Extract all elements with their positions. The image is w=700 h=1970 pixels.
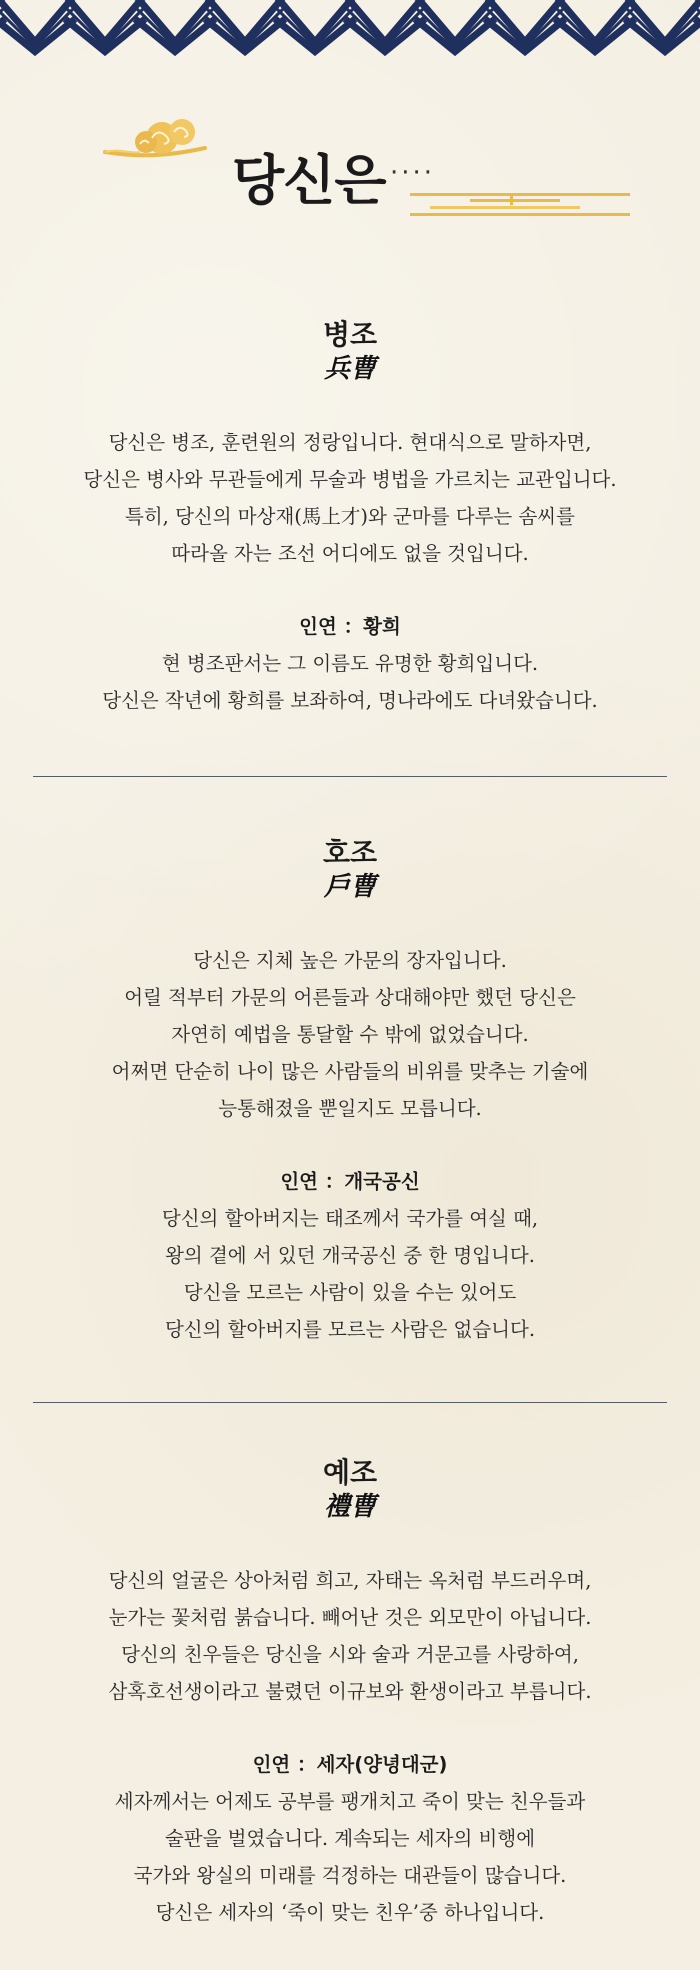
body-line: 특히, 당신의 마상재(馬上才)와 군마를 다루는 솜씨를 <box>125 505 575 528</box>
body-line: 삼혹호선생이라고 불렸던 이규보와 환생이라고 부릅니다. <box>108 1680 592 1703</box>
relation-separator: ： <box>343 615 364 638</box>
relation-line: 세자께서는 어제도 공부를 팽개치고 죽이 맞는 친우들과 <box>114 1790 586 1813</box>
section-divider <box>33 1402 667 1403</box>
body-line: 능통해졌을 뿐일지도 모릅니다. <box>218 1097 482 1120</box>
relation-line: 국가와 왕실의 미래를 걱정하는 대관들이 많습니다. <box>133 1864 567 1887</box>
header <box>0 110 700 250</box>
relation-line: 왕의 곁에 서 있던 개국공신 중 한 명입니다. <box>165 1244 535 1267</box>
relation-line: 당신을 모르는 사람이 있을 수는 있어도 <box>183 1281 517 1304</box>
relation-body <box>0 1783 700 1931</box>
section-hanja: 兵曹 <box>323 354 376 384</box>
body-line: 당신은 지체 높은 가문의 장자입니다. <box>193 949 507 972</box>
relation-label: 인연 <box>280 1170 318 1193</box>
relation-line: 당신은 작년에 황희를 보좌하여, 명나라에도 다녀왔습니다. <box>102 689 598 712</box>
relation-heading <box>0 1746 700 1783</box>
relation-line: 당신은 세자의 ‘죽이 맞는 친우’중 하나입니다. <box>155 1901 545 1924</box>
section-divider <box>33 776 667 777</box>
relation-body <box>0 1200 700 1348</box>
body-line: 따라올 자는 조선 어디에도 없을 것입니다. <box>171 542 529 565</box>
relation-line: 현 병조판서는 그 이름도 유명한 황희입니다. <box>161 652 539 675</box>
relation-label: 인연 <box>299 615 337 638</box>
section-body <box>0 1562 700 1710</box>
body-line: 어쩌면 단순히 나이 많은 사람들의 비위를 맞추는 기술에 <box>111 1060 589 1083</box>
relation-name: 세자(양녕대군) <box>316 1753 448 1776</box>
section-title: 예조 <box>322 1456 378 1489</box>
section-title: 병조 <box>322 318 378 351</box>
title-ellipsis: ···· <box>390 158 436 188</box>
section-hanja: 禮曹 <box>323 1492 376 1522</box>
body-line: 눈가는 꽃처럼 붉습니다. 빼어난 것은 외모만이 아닙니다. <box>108 1606 592 1629</box>
section-title: 호조 <box>322 836 378 869</box>
body-line: 당신은 병사와 무관들에게 무술과 병법을 가르치는 교관입니다. <box>83 468 617 491</box>
relation-line: 당신의 할아버지는 태조께서 국가를 여실 때, <box>161 1207 539 1230</box>
section-body <box>0 424 700 572</box>
section-body <box>0 942 700 1127</box>
relation-separator: ： <box>297 1753 317 1776</box>
section-hojo <box>0 836 700 1348</box>
relation-heading <box>0 1163 700 1200</box>
zigzag-border-icon <box>0 0 700 65</box>
gold-line-ornament-icon <box>400 185 640 225</box>
relation-line: 술판을 벌였습니다. 계속되는 세자의 비행에 <box>164 1827 536 1850</box>
body-line: 자연히 예법을 통달할 수 밖에 없었습니다. <box>171 1023 529 1046</box>
relation-separator: ： <box>324 1170 345 1193</box>
relation-heading <box>0 608 700 645</box>
body-line: 어릴 적부터 가문의 어른들과 상대해야만 했던 당신은 <box>124 986 576 1009</box>
section-hanja: 戶曹 <box>323 872 376 902</box>
section-byeongjo <box>0 318 700 719</box>
relation-line: 당신의 할아버지를 모르는 사람은 없습니다. <box>164 1318 536 1341</box>
cloud-ornament-icon <box>100 114 210 174</box>
body-line: 당신은 병조, 훈련원의 정랑입니다. 현대식으로 말하자면, <box>108 431 592 454</box>
relation-name: 개국공신 <box>344 1170 420 1193</box>
body-line: 당신의 얼굴은 상아처럼 희고, 자태는 옥처럼 부드러우며, <box>108 1569 592 1592</box>
relation-name: 황희 <box>363 615 401 638</box>
page-title: 당신은 <box>232 149 386 212</box>
relation-label: 인연 <box>252 1753 291 1776</box>
section-yejo <box>0 1456 700 1931</box>
relation-body <box>0 645 700 719</box>
body-line: 당신의 친우들은 당신을 시와 술과 거문고를 사랑하여, <box>121 1643 579 1666</box>
